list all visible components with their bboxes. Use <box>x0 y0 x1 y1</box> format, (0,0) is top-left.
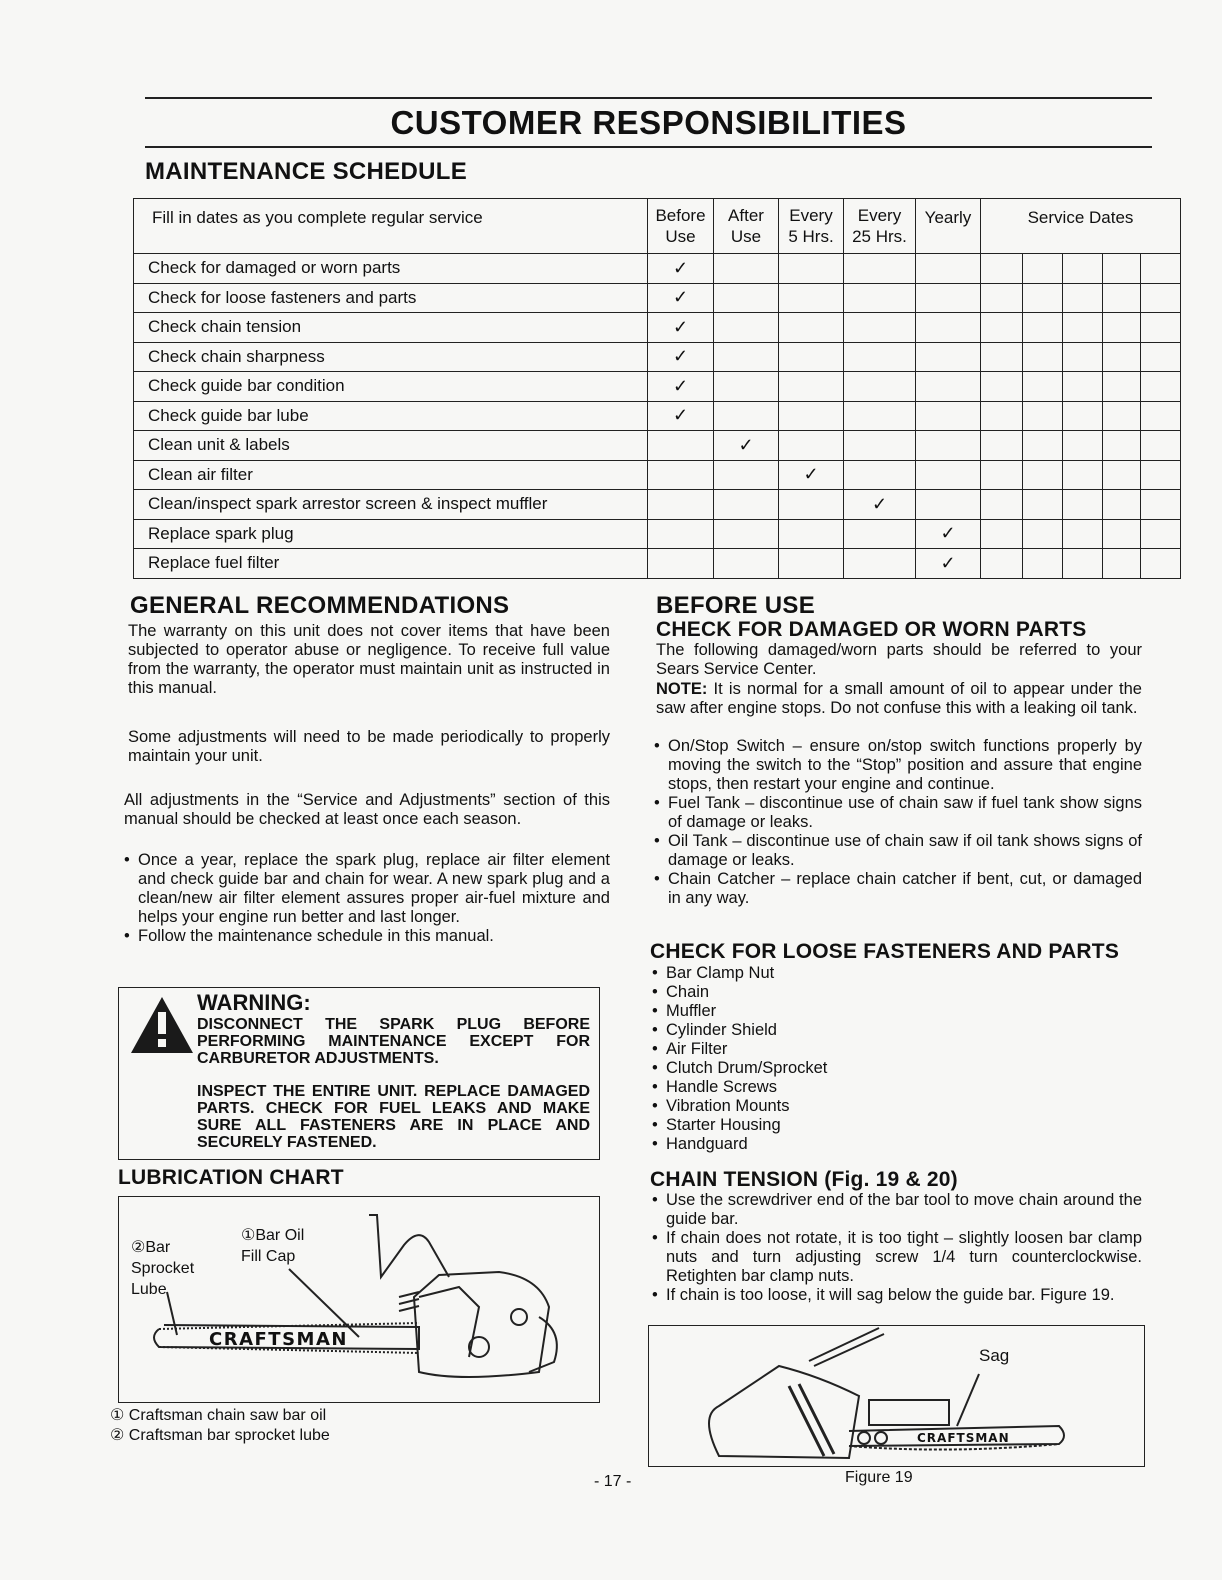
interval-cell <box>844 283 916 313</box>
bar-oil-label: ①Bar Oil Fill Cap <box>241 1227 305 1265</box>
warning-box <box>118 987 600 1160</box>
interval-cell <box>916 342 981 372</box>
top-rule <box>145 97 1152 99</box>
service-date-cell[interactable] <box>1023 401 1063 431</box>
chain-sag-illustration <box>649 1326 1142 1464</box>
service-date-cell[interactable] <box>1141 549 1181 579</box>
schedule-task: Replace spark plug <box>134 519 648 549</box>
schedule-row <box>134 372 1181 402</box>
schedule-task: Check guide bar condition <box>134 372 648 402</box>
service-date-cell[interactable] <box>1063 431 1103 461</box>
interval-cell <box>714 460 779 490</box>
figure-brand-label: CRAFTSMAN <box>917 1431 1010 1445</box>
figure-19-box <box>648 1325 1145 1467</box>
lube-footnote-1: ① Craftsman chain saw bar oil <box>110 1407 327 1424</box>
interval-cell <box>648 372 714 402</box>
page-number: - 17 - <box>594 1473 632 1490</box>
general-recommendations-heading: GENERAL RECOMMENDATIONS <box>130 592 510 619</box>
service-date-cell[interactable] <box>1141 254 1181 284</box>
service-date-cell[interactable] <box>981 490 1023 520</box>
schedule-row <box>134 283 1181 313</box>
service-date-cell[interactable] <box>1103 283 1141 313</box>
schedule-row <box>134 490 1181 520</box>
check-mark: ✓ <box>803 464 819 485</box>
check-mark: ✓ <box>871 493 888 514</box>
list-item: • Clutch Drum/Sprocket <box>648 1059 948 1078</box>
service-date-cell[interactable] <box>1103 401 1141 431</box>
page-title: CUSTOMER RESPONSIBILITIES <box>390 104 907 141</box>
list-item: • Muffler <box>648 1002 948 1021</box>
interval-cell <box>779 401 844 431</box>
service-date-cell[interactable] <box>1141 372 1181 402</box>
list-item: • If chain is too loose, it will sag below the guide bar. Figure 19. <box>648 1286 1142 1305</box>
interval-cell <box>779 283 844 313</box>
interval-cell <box>648 401 714 431</box>
schedule-row <box>134 254 1181 284</box>
service-date-cell[interactable] <box>1103 342 1141 372</box>
service-date-cell[interactable] <box>1063 401 1103 431</box>
sprocket-lube-label: ②Bar Sprocket Lube <box>131 1239 195 1298</box>
service-date-cell[interactable] <box>1023 549 1063 579</box>
interval-cell <box>779 519 844 549</box>
service-date-cell[interactable] <box>981 401 1023 431</box>
interval-cell <box>648 431 714 461</box>
service-date-cell[interactable] <box>981 254 1023 284</box>
service-date-cell[interactable] <box>1103 549 1141 579</box>
warranty-paragraph: The warranty on this unit does not cover items that have been subjected to operator abuse or negligence. To receive full value from the warranty, the operator must maintain unit as instructed in this manual. <box>128 622 610 697</box>
service-date-cell[interactable] <box>1103 313 1141 343</box>
task-column-header: Fill in dates as you complete regular service <box>134 199 648 254</box>
interval-cell <box>844 460 916 490</box>
interval-cell <box>714 283 779 313</box>
schedule-task: Clean/inspect spark arrestor screen & inspect muffler <box>134 490 648 520</box>
interval-cell <box>779 254 844 284</box>
sag-label: Sag <box>979 1346 1010 1365</box>
note-label: NOTE: <box>656 680 708 698</box>
interval-cell <box>916 519 981 549</box>
interval-cell <box>844 342 916 372</box>
interval-cell <box>779 549 844 579</box>
before-use-heading: BEFORE USE <box>656 592 816 619</box>
schedule-task: Check chain sharpness <box>134 342 648 372</box>
list-item: • Vibration Mounts <box>648 1097 948 1116</box>
list-item: • Once a year, replace the spark plug, replace air filter element and check guide bar and chain for wear. A new spark plug and a clean/new air filter element assures proper air-fuel mixture and helps your engine run better and last longer. <box>120 851 610 927</box>
service-date-cell[interactable] <box>1023 519 1063 549</box>
service-date-cell[interactable] <box>1063 460 1103 490</box>
schedule-row <box>134 401 1181 431</box>
interval-cell <box>714 342 779 372</box>
list-item: • Oil Tank – discontinue use of chain saw if oil tank shows signs of damage or leaks. <box>650 832 1142 870</box>
service-date-cell[interactable] <box>981 283 1023 313</box>
service-date-cell[interactable] <box>1023 342 1063 372</box>
service-date-cell[interactable] <box>1023 490 1063 520</box>
interval-cell <box>916 431 981 461</box>
check-mark: ✓ <box>672 375 689 396</box>
adjustments-paragraph: Some adjustments will need to be made periodically to properly maintain your unit. <box>128 728 610 765</box>
service-date-cell[interactable] <box>1023 313 1063 343</box>
chain-tension-bullets <box>648 1191 1142 1305</box>
service-date-cell[interactable] <box>1023 254 1063 284</box>
interval-cell <box>714 519 779 549</box>
schedule-task: Replace fuel filter <box>134 549 648 579</box>
check-mark: ✓ <box>672 405 689 426</box>
lube-footnote-2: ② Craftsman bar sprocket lube <box>110 1427 330 1444</box>
service-date-cell[interactable] <box>1103 431 1141 461</box>
list-item: • Cylinder Shield <box>648 1021 948 1040</box>
chainsaw-illustration <box>119 1197 597 1400</box>
service-date-cell[interactable] <box>1103 490 1141 520</box>
interval-cell <box>916 372 981 402</box>
interval-cell <box>714 549 779 579</box>
service-date-cell[interactable] <box>1063 549 1103 579</box>
interval-cell <box>916 313 981 343</box>
service-date-cell[interactable] <box>1141 460 1181 490</box>
interval-cell <box>844 490 916 520</box>
check-mark: ✓ <box>940 523 956 544</box>
interval-cell <box>648 549 714 579</box>
service-date-cell[interactable] <box>1103 372 1141 402</box>
fastener-list <box>648 964 948 1154</box>
title-rule <box>145 146 1152 148</box>
service-date-cell[interactable] <box>1141 313 1181 343</box>
schedule-task: Check for damaged or worn parts <box>134 254 648 284</box>
schedule-row <box>134 431 1181 461</box>
check-mark: ✓ <box>940 552 956 573</box>
maintenance-table <box>133 198 1181 579</box>
interval-cell <box>779 313 844 343</box>
lubrication-chart-figure <box>118 1196 600 1403</box>
general-bullets <box>120 851 610 946</box>
schedule-task: Clean air filter <box>134 460 648 490</box>
interval-header: Every 5 Hrs. <box>779 199 844 254</box>
service-date-cell[interactable] <box>1141 431 1181 461</box>
check-mark: ✓ <box>672 346 689 367</box>
warning-text-2: INSPECT THE ENTIRE UNIT. REPLACE DAMAGED PARTS. CHECK FOR FUEL LEAKS AND MAKE SURE ALL FASTENERS ARE IN PLACE AND SECURELY FASTENED. <box>197 1083 590 1151</box>
service-date-cell[interactable] <box>1023 283 1063 313</box>
list-item: • Bar Clamp Nut <box>648 964 948 983</box>
loose-fasteners-heading: CHECK FOR LOOSE FASTENERS AND PARTS <box>650 940 1120 963</box>
schedule-row <box>134 549 1181 579</box>
service-date-cell[interactable] <box>1023 372 1063 402</box>
service-date-cell[interactable] <box>1063 313 1103 343</box>
interval-cell <box>844 254 916 284</box>
schedule-task: Check for loose fasteners and parts <box>134 283 648 313</box>
interval-cell <box>916 254 981 284</box>
service-date-cell[interactable] <box>1141 283 1181 313</box>
schedule-row <box>134 519 1181 549</box>
service-date-cell[interactable] <box>1063 254 1103 284</box>
interval-cell <box>648 460 714 490</box>
interval-cell <box>916 460 981 490</box>
schedule-row <box>134 313 1181 343</box>
interval-cell <box>648 283 714 313</box>
schedule-task: Clean unit & labels <box>134 431 648 461</box>
interval-cell <box>916 401 981 431</box>
interval-cell <box>779 460 844 490</box>
list-item: • On/Stop Switch – ensure on/stop switch functions properly by moving the switch to the “Stop” position and assure that engine stops, then restart your engine and continue. <box>650 737 1142 794</box>
interval-cell <box>779 490 844 520</box>
interval-cell <box>714 313 779 343</box>
schedule-row <box>134 342 1181 372</box>
interval-cell <box>916 490 981 520</box>
warning-title: WARNING: <box>197 990 311 1015</box>
list-item: • Handle Screws <box>648 1078 948 1097</box>
interval-cell <box>714 254 779 284</box>
check-mark: ✓ <box>672 257 689 278</box>
service-date-cell[interactable] <box>981 519 1023 549</box>
list-item: • Chain Catcher – replace chain catcher if bent, cut, or damaged in any way. <box>650 870 1142 908</box>
service-date-cell[interactable] <box>1141 519 1181 549</box>
interval-cell <box>844 519 916 549</box>
interval-cell <box>648 342 714 372</box>
check-mark: ✓ <box>672 316 689 337</box>
list-item: • Use the screwdriver end of the bar tool to move chain around the guide bar. <box>648 1191 1142 1229</box>
warning-text-1: DISCONNECT THE SPARK PLUG BEFORE PERFORMING MAINTENANCE EXCEPT FOR CARBURETOR ADJUSTMENTS. <box>197 1016 590 1067</box>
schedule-row <box>134 460 1181 490</box>
service-date-cell[interactable] <box>1063 372 1103 402</box>
service-date-cell[interactable] <box>1103 519 1141 549</box>
maintenance-rows <box>134 254 1181 579</box>
check-mark: ✓ <box>672 287 689 308</box>
interval-cell <box>844 431 916 461</box>
note-text: It is normal for a small amount of oil to appear under the saw after engine stops. Do not confuse this with a leaking oil tank. <box>656 680 1142 717</box>
interval-cell <box>916 549 981 579</box>
damaged-parts-paragraph: The following damaged/worn parts should be referred to your Sears Service Center. <box>656 641 1142 678</box>
interval-cell <box>779 431 844 461</box>
service-date-cell[interactable] <box>1063 342 1103 372</box>
service-date-cell[interactable] <box>1103 254 1141 284</box>
maintenance-schedule-heading: MAINTENANCE SCHEDULE <box>145 158 468 185</box>
interval-cell <box>714 372 779 402</box>
chain-tension-heading: CHAIN TENSION (Fig. 19 & 20) <box>650 1168 958 1191</box>
service-date-cell[interactable] <box>981 460 1023 490</box>
interval-cell <box>648 313 714 343</box>
service-date-cell[interactable] <box>1063 490 1103 520</box>
interval-cell <box>779 342 844 372</box>
check-mark: ✓ <box>738 434 754 455</box>
damaged-parts-heading: CHECK FOR DAMAGED OR WORN PARTS <box>656 618 1087 641</box>
schedule-task: Check guide bar lube <box>134 401 648 431</box>
interval-cell <box>844 549 916 579</box>
service-date-cell[interactable] <box>981 431 1023 461</box>
season-paragraph: All adjustments in the “Service and Adjustments” section of this manual should be checked at least once each season. <box>124 791 610 828</box>
list-item: • If chain does not rotate, it is too tight – slightly loosen bar clamp nuts and turn adjusting screw 1/4 turn counterclockwise. Retighten bar clamp nuts. <box>648 1229 1142 1286</box>
interval-cell <box>648 490 714 520</box>
interval-header: After Use <box>714 199 779 254</box>
interval-cell <box>779 372 844 402</box>
service-date-cell[interactable] <box>1023 431 1063 461</box>
list-item: • Follow the maintenance schedule in this manual. <box>120 927 610 946</box>
service-date-cell[interactable] <box>1063 283 1103 313</box>
list-item: • Chain <box>648 983 948 1002</box>
list-item: • Fuel Tank – discontinue use of chain saw if fuel tank show signs of damage or leaks. <box>650 794 1142 832</box>
list-item: • Air Filter <box>648 1040 948 1059</box>
service-date-cell[interactable] <box>1103 460 1141 490</box>
warning-triangle-icon <box>129 994 195 1056</box>
interval-cell <box>714 431 779 461</box>
schedule-task: Check chain tension <box>134 313 648 343</box>
interval-header: Yearly <box>916 199 981 254</box>
interval-cell <box>844 372 916 402</box>
interval-cell <box>844 401 916 431</box>
service-date-cell[interactable] <box>981 313 1023 343</box>
interval-cell <box>714 490 779 520</box>
service-date-cell[interactable] <box>1141 401 1181 431</box>
interval-cell <box>648 254 714 284</box>
lubrication-chart-heading: LUBRICATION CHART <box>118 1166 344 1189</box>
service-date-cell[interactable] <box>1063 519 1103 549</box>
list-item: • Starter Housing <box>648 1116 948 1135</box>
figure-19-caption: Figure 19 <box>845 1469 913 1486</box>
service-date-cell[interactable] <box>1023 460 1063 490</box>
service-date-cell[interactable] <box>981 549 1023 579</box>
service-date-cell[interactable] <box>981 342 1023 372</box>
service-date-cell[interactable] <box>1141 342 1181 372</box>
service-dates-header: Service Dates <box>981 199 1181 254</box>
service-date-cell[interactable] <box>981 372 1023 402</box>
list-item: • Handguard <box>648 1135 948 1154</box>
interval-header: Every 25 Hrs. <box>844 199 916 254</box>
lube-brand-label: CRAFTSMAN <box>209 1329 348 1350</box>
service-date-cell[interactable] <box>1141 490 1181 520</box>
oil-note <box>656 680 1142 718</box>
interval-cell <box>648 519 714 549</box>
interval-cell <box>714 401 779 431</box>
interval-cell <box>916 283 981 313</box>
damaged-parts-bullets <box>650 737 1142 908</box>
interval-cell <box>844 313 916 343</box>
interval-header: Before Use <box>648 199 714 254</box>
